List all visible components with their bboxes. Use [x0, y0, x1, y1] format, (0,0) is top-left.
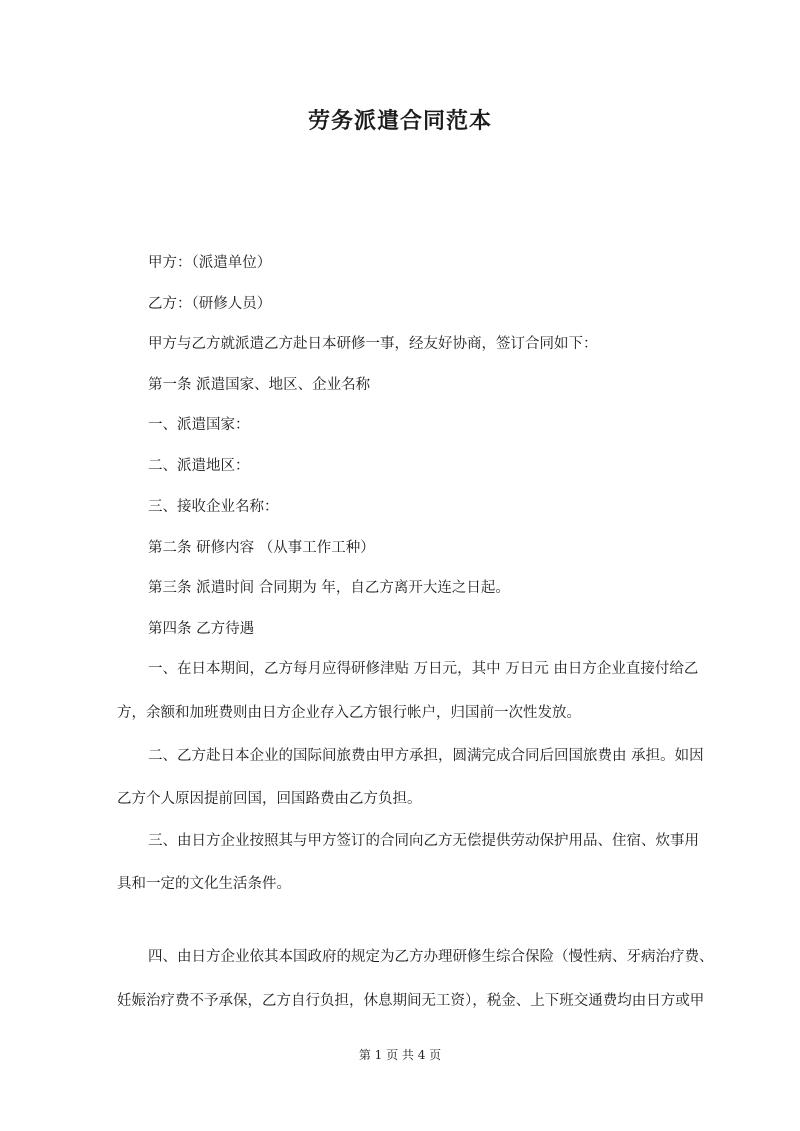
article-4-clause-3-line-1: 三、由日方企业按照其与甲方签订的合同向乙方无偿提供劳动保护用品、住宿、炊事用 — [148, 833, 699, 849]
article-1-heading: 第一条 派遣国家、地区、企业名称 — [148, 377, 371, 393]
article-2-line: 第二条 研修内容 （从事工作工种） — [148, 540, 375, 556]
article-4-clause-4-line-2: 妊娠治疗费不予承保，乙方自行负担，休息期间无工资），税金、上下班交通费均由日方或甲 — [117, 993, 705, 1009]
article-4-clause-3-line-2: 具和一定的文化生活条件。 — [117, 876, 291, 892]
article-4-heading: 第四条 乙方待遇 — [148, 621, 255, 637]
article-1-item-1: 一、派遣国家： — [148, 417, 250, 433]
document-title: 劳务派遣合同范本 — [307, 108, 492, 134]
page-number-footer: 第 1 页 共 4 页 — [358, 1048, 442, 1062]
party-b-line: 乙方：（研修人员） — [148, 296, 272, 312]
article-4-clause-2-line-1: 二、乙方赴日本企业的国际间旅费由甲方承担，圆满完成合同后回国旅费由 承担。如因 — [148, 748, 704, 764]
article-4-clause-2-line-2: 乙方个人原因提前回国，回国路费由乙方负担。 — [117, 791, 422, 807]
article-3-line: 第三条 派遣时间 合同期为 年，自乙方离开大连之日起。 — [148, 580, 510, 596]
party-a-line: 甲方：（派遣单位） — [148, 255, 272, 271]
article-1-item-3: 三、接收企业名称： — [148, 499, 279, 515]
preamble-line: 甲方与乙方就派遣乙方赴日本研修一事，经友好协商，签订合同如下： — [148, 336, 598, 352]
article-1-item-2: 二、派遣地区： — [148, 458, 250, 474]
article-4-clause-4-line-1: 四、由日方企业依其本国政府的规定为乙方办理研修生综合保险（慢性病、牙病治疗费、 — [148, 949, 714, 965]
article-4-clause-1-line-1: 一、在日本期间，乙方每月应得研修津贴 万日元，其中 万日元 由日方企业直接付给乙 — [148, 661, 699, 677]
article-4-clause-1-line-2: 方，余额和加班费则由日方企业存入乙方银行帐户，归国前一次性发放。 — [117, 705, 581, 721]
